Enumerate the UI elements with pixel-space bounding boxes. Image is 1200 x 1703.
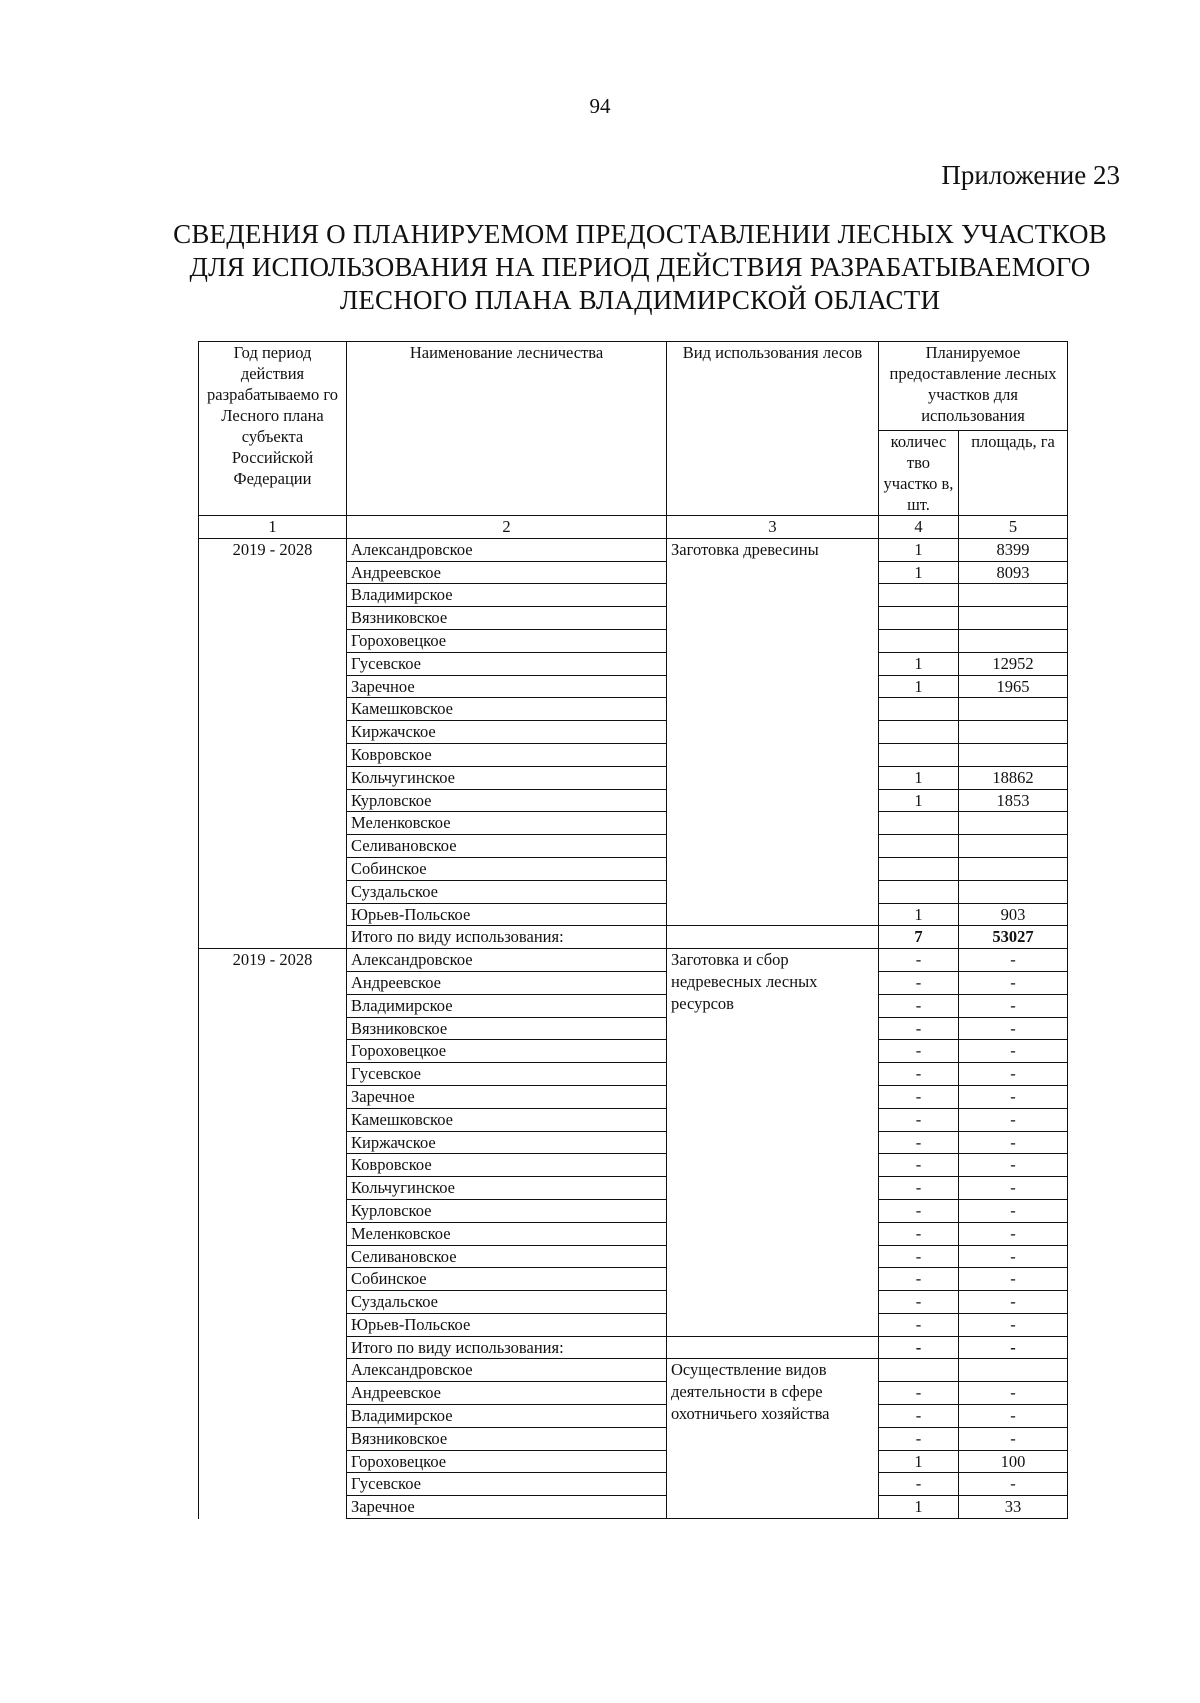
year-period-cell [199, 1313, 347, 1336]
table-row [199, 629, 1068, 652]
area-ha-cell: - [959, 1199, 1068, 1222]
table-row [199, 1382, 1068, 1405]
forestry-name-cell: Андреевское [347, 1382, 667, 1405]
year-period-cell [199, 835, 347, 858]
year-period-cell [199, 1450, 347, 1473]
plot-count-cell: - [879, 1291, 959, 1314]
year-period-cell [199, 1063, 347, 1086]
area-ha-cell: - [959, 1108, 1068, 1131]
table-row [199, 675, 1068, 698]
forestry-name-cell: Заречное [347, 1496, 667, 1519]
column-number: 5 [959, 516, 1068, 539]
year-period-cell [199, 1177, 347, 1200]
forestry-name-cell: Вязниковское [347, 1017, 667, 1040]
area-ha-cell: 8093 [959, 561, 1068, 584]
use-type-cell [667, 1359, 879, 1424]
area-ha-cell: - [959, 1131, 1068, 1154]
area-ha-cell: 12952 [959, 652, 1068, 675]
use-type-cell [667, 812, 879, 835]
plot-count-cell: 7 [879, 926, 959, 949]
area-ha-cell [959, 1359, 1068, 1382]
plot-count-cell [879, 721, 959, 744]
column-number: 2 [347, 516, 667, 539]
plot-count-cell: - [879, 1427, 959, 1450]
area-ha-cell [959, 857, 1068, 880]
table-row [199, 1040, 1068, 1063]
plot-count-cell: 1 [879, 561, 959, 584]
area-ha-cell: - [959, 1405, 1068, 1428]
forestry-name-cell: Гороховецкое [347, 1450, 667, 1473]
use-type-cell [667, 1108, 879, 1131]
use-type-cell [667, 1450, 879, 1473]
area-ha-cell [959, 721, 1068, 744]
header-area-ha: площадь, га [959, 431, 1068, 516]
plot-count-cell: 1 [879, 675, 959, 698]
year-period-cell [199, 789, 347, 812]
area-ha-cell: - [959, 1222, 1068, 1245]
forestry-name-cell: Юрьев-Польское [347, 903, 667, 926]
table-row [199, 1450, 1068, 1473]
plot-count-cell: - [879, 1017, 959, 1040]
use-type-cell [667, 1336, 879, 1359]
area-ha-cell [959, 743, 1068, 766]
use-type-cell [667, 1154, 879, 1177]
use-type-cell [667, 1313, 879, 1336]
use-type-cell [667, 835, 879, 858]
plot-count-cell [879, 743, 959, 766]
table-row [199, 561, 1068, 584]
plot-count-cell: - [879, 1199, 959, 1222]
forest-plots-table [198, 341, 1068, 1519]
plot-count-cell: - [879, 1313, 959, 1336]
area-ha-cell: - [959, 1063, 1068, 1086]
document-title [160, 218, 1120, 317]
year-period-cell [199, 1131, 347, 1154]
area-ha-cell [959, 629, 1068, 652]
area-ha-cell: 18862 [959, 766, 1068, 789]
total-row [199, 926, 1068, 949]
year-period-cell [199, 1199, 347, 1222]
use-type-cell [667, 538, 879, 561]
use-type-cell [667, 903, 879, 926]
area-ha-cell: 100 [959, 1450, 1068, 1473]
use-type-text: Заготовка древесины [671, 539, 819, 559]
column-number: 3 [667, 516, 879, 539]
table-row [199, 1199, 1068, 1222]
table-row [199, 652, 1068, 675]
use-type-cell [667, 561, 879, 584]
area-ha-cell [959, 835, 1068, 858]
table-row [199, 1313, 1068, 1336]
plot-count-cell: - [879, 1108, 959, 1131]
area-ha-cell: - [959, 1154, 1068, 1177]
year-period-cell [199, 880, 347, 903]
use-type-cell [667, 743, 879, 766]
forestry-name-cell: Суздальское [347, 880, 667, 903]
year-period-cell [199, 1268, 347, 1291]
forestry-name-cell: Владимирское [347, 994, 667, 1017]
use-type-cell [667, 1017, 879, 1040]
plot-count-cell: - [879, 1131, 959, 1154]
year-period-cell [199, 652, 347, 675]
plot-count-cell: - [879, 994, 959, 1017]
forestry-name-cell: Гусевское [347, 652, 667, 675]
area-ha-cell: - [959, 1473, 1068, 1496]
area-ha-cell: - [959, 1336, 1068, 1359]
forestry-name-cell: Киржачское [347, 1131, 667, 1154]
forestry-name-cell: Заречное [347, 675, 667, 698]
table-row [199, 949, 1068, 972]
area-ha-cell: - [959, 1040, 1068, 1063]
forestry-name-cell: Собинское [347, 1268, 667, 1291]
plot-count-cell: - [879, 971, 959, 994]
forestry-name-cell: Ковровское [347, 1154, 667, 1177]
plot-count-cell: 1 [879, 766, 959, 789]
column-numbers-row [199, 516, 1068, 539]
area-ha-cell [959, 880, 1068, 903]
forestry-name-cell: Андреевское [347, 561, 667, 584]
forestry-name-cell: Александровское [347, 1359, 667, 1382]
year-period-cell: 2019 - 2028 [199, 949, 347, 972]
table-row [199, 1017, 1068, 1040]
year-period-cell [199, 1108, 347, 1131]
use-type-cell [667, 949, 879, 1013]
use-type-cell [667, 1473, 879, 1496]
use-type-cell [667, 607, 879, 630]
table-row [199, 1222, 1068, 1245]
year-period-cell [199, 1496, 347, 1519]
forestry-name-cell: Суздальское [347, 1291, 667, 1314]
plot-count-cell: - [879, 1040, 959, 1063]
header-planned-provision: Планируемое предоставление лесных участков для использования [879, 342, 1068, 431]
use-type-cell [667, 766, 879, 789]
column-number: 4 [879, 516, 959, 539]
page-number: 94 [589, 94, 611, 118]
use-type-cell [667, 1063, 879, 1086]
area-ha-cell: - [959, 1085, 1068, 1108]
year-period-cell [199, 698, 347, 721]
plot-count-cell [879, 857, 959, 880]
plot-count-cell: 1 [879, 652, 959, 675]
year-period-cell [199, 561, 347, 584]
area-ha-cell: 903 [959, 903, 1068, 926]
use-type-cell [667, 789, 879, 812]
plot-count-cell: - [879, 1154, 959, 1177]
area-ha-cell: - [959, 994, 1068, 1017]
area-ha-cell: - [959, 1382, 1068, 1405]
title-line: СВЕДЕНИЯ О ПЛАНИРУЕМОМ ПРЕДОСТАВЛЕНИИ ЛЕСНЫХ УЧАСТКОВ [173, 219, 1107, 249]
year-period-cell [199, 1154, 347, 1177]
plot-count-cell: 1 [879, 1496, 959, 1519]
year-period-cell [199, 812, 347, 835]
table-row [199, 1427, 1068, 1450]
table-row [199, 880, 1068, 903]
table-row [199, 1085, 1068, 1108]
year-period-cell [199, 607, 347, 630]
forestry-name-cell: Заречное [347, 1085, 667, 1108]
forestry-name-cell: Курловское [347, 1199, 667, 1222]
year-period-cell [199, 1291, 347, 1314]
use-type-cell [667, 1245, 879, 1268]
year-period-cell [199, 766, 347, 789]
use-type-cell [667, 1131, 879, 1154]
use-type-cell [667, 721, 879, 744]
forestry-name-cell: Александровское [347, 538, 667, 561]
area-ha-cell [959, 584, 1068, 607]
use-type-text: Заготовка и сбор недревесных лесных ресурсов [671, 950, 818, 1013]
table-row [199, 1405, 1068, 1428]
year-period-cell [199, 1473, 347, 1496]
header-forestry-name: Наименование лесничества [347, 342, 667, 516]
total-row [199, 1336, 1068, 1359]
table-row [199, 1359, 1068, 1382]
year-period-cell [199, 1085, 347, 1108]
area-ha-cell: - [959, 1427, 1068, 1450]
table-row [199, 698, 1068, 721]
title-line: ЛЕСНОГО ПЛАНА ВЛАДИМИРСКОЙ ОБЛАСТИ [339, 285, 941, 315]
use-type-cell [667, 629, 879, 652]
table-row [199, 721, 1068, 744]
year-period-cell [199, 743, 347, 766]
use-type-cell [667, 1291, 879, 1314]
year-period-cell [199, 1017, 347, 1040]
table-row [199, 789, 1068, 812]
plot-count-cell [879, 584, 959, 607]
forestry-name-cell: Андреевское [347, 971, 667, 994]
plot-count-cell: - [879, 1222, 959, 1245]
plot-count-cell: 1 [879, 538, 959, 561]
area-ha-cell: 1853 [959, 789, 1068, 812]
table-row [199, 584, 1068, 607]
plot-count-cell: - [879, 1405, 959, 1428]
table-row [199, 1496, 1068, 1519]
forestry-name-cell: Меленковское [347, 812, 667, 835]
table-row [199, 835, 1068, 858]
year-period-cell [199, 1382, 347, 1405]
plot-count-cell: 1 [879, 789, 959, 812]
use-type-cell [667, 1427, 879, 1450]
appendix-label: Приложение 23 [941, 160, 1120, 190]
year-period-cell: 2019 - 2028 [199, 538, 347, 561]
area-ha-cell: 1965 [959, 675, 1068, 698]
table-row [199, 1268, 1068, 1291]
year-period-cell [199, 675, 347, 698]
forestry-name-cell: Камешковское [347, 1108, 667, 1131]
column-number: 1 [199, 516, 347, 539]
year-period-cell [199, 1336, 347, 1359]
use-type-cell [667, 1040, 879, 1063]
forestry-name-cell: Киржачское [347, 721, 667, 744]
forestry-name-cell: Вязниковское [347, 1427, 667, 1450]
table-row [199, 1063, 1068, 1086]
year-period-cell [199, 926, 347, 949]
use-type-cell [667, 698, 879, 721]
area-ha-cell [959, 698, 1068, 721]
plot-count-cell: - [879, 1245, 959, 1268]
title-line: ДЛЯ ИСПОЛЬЗОВАНИЯ НА ПЕРИОД ДЕЙСТВИЯ РАЗРАБАТЫВАЕМОГО [189, 252, 1091, 282]
use-type-cell [667, 1268, 879, 1291]
plot-count-cell: - [879, 1382, 959, 1405]
forestry-name-cell: Собинское [347, 857, 667, 880]
year-period-cell [199, 971, 347, 994]
total-label: Итого по виду использования: [347, 926, 667, 949]
table-row [199, 1131, 1068, 1154]
year-period-cell [199, 1222, 347, 1245]
use-type-cell [667, 857, 879, 880]
plot-count-cell [879, 698, 959, 721]
forestry-name-cell: Селивановское [347, 1245, 667, 1268]
year-period-cell [199, 721, 347, 744]
plot-count-cell: - [879, 1336, 959, 1359]
plot-count-cell [879, 812, 959, 835]
forestry-name-cell: Владимирское [347, 584, 667, 607]
area-ha-cell: - [959, 1291, 1068, 1314]
year-period-cell [199, 629, 347, 652]
use-type-cell [667, 880, 879, 903]
table-row [199, 1177, 1068, 1200]
table-row [199, 1108, 1068, 1131]
plot-count-cell: - [879, 949, 959, 972]
use-type-cell [667, 652, 879, 675]
use-type-text: Осуществление видов деятельности в сфере охотничьего хозяйства [671, 1360, 830, 1424]
plot-count-cell [879, 629, 959, 652]
header-use-type: Вид использования лесов [667, 342, 879, 516]
area-ha-cell: - [959, 949, 1068, 972]
table-row [199, 857, 1068, 880]
plot-count-cell [879, 880, 959, 903]
area-ha-cell: - [959, 971, 1068, 994]
forestry-name-cell: Камешковское [347, 698, 667, 721]
plot-count-cell [879, 1359, 959, 1382]
plot-count-cell: - [879, 1268, 959, 1291]
forestry-name-cell: Гороховецкое [347, 629, 667, 652]
year-period-cell [199, 1427, 347, 1450]
header-plot-count: количес тво участко в, шт. [879, 431, 959, 516]
plot-count-cell: - [879, 1473, 959, 1496]
forestry-name-cell: Кольчугинское [347, 766, 667, 789]
plot-count-cell [879, 607, 959, 630]
table-row [199, 971, 1068, 994]
header-row [199, 342, 1068, 431]
use-type-cell [667, 1199, 879, 1222]
forestry-name-cell: Александровское [347, 949, 667, 972]
area-ha-cell: 8399 [959, 538, 1068, 561]
plot-count-cell: 1 [879, 1450, 959, 1473]
area-ha-cell [959, 812, 1068, 835]
use-type-cell [667, 1496, 879, 1519]
forestry-name-cell: Курловское [347, 789, 667, 812]
year-period-cell [199, 1245, 347, 1268]
forestry-name-cell: Меленковское [347, 1222, 667, 1245]
use-type-cell [667, 1222, 879, 1245]
forestry-name-cell: Юрьев-Польское [347, 1313, 667, 1336]
forestry-name-cell: Кольчугинское [347, 1177, 667, 1200]
year-period-cell [199, 1040, 347, 1063]
table-row [199, 903, 1068, 926]
header-year-period: Год период действия разрабатываемо го Лесного плана субъекта Российской Федерации [199, 342, 347, 516]
use-type-cell [667, 1177, 879, 1200]
forestry-name-cell: Гусевское [347, 1063, 667, 1086]
plot-count-cell: 1 [879, 903, 959, 926]
table-row [199, 812, 1068, 835]
year-period-cell [199, 994, 347, 1017]
table-row [199, 1473, 1068, 1496]
year-period-cell [199, 584, 347, 607]
forestry-name-cell: Селивановское [347, 835, 667, 858]
table-row [199, 743, 1068, 766]
forestry-name-cell: Вязниковское [347, 607, 667, 630]
plot-count-cell: - [879, 1177, 959, 1200]
forestry-name-cell: Гороховецкое [347, 1040, 667, 1063]
area-ha-cell: 33 [959, 1496, 1068, 1519]
table-row [199, 994, 1068, 1017]
area-ha-cell: - [959, 1313, 1068, 1336]
year-period-cell [199, 1359, 347, 1382]
plot-count-cell: - [879, 1085, 959, 1108]
forestry-name-cell: Владимирское [347, 1405, 667, 1428]
area-ha-cell [959, 607, 1068, 630]
use-type-cell [667, 1085, 879, 1108]
use-type-cell [667, 584, 879, 607]
year-period-cell [199, 903, 347, 926]
forestry-name-cell: Гусевское [347, 1473, 667, 1496]
use-type-cell [667, 926, 879, 949]
table-row [199, 538, 1068, 561]
plot-count-cell [879, 835, 959, 858]
year-period-cell [199, 857, 347, 880]
year-period-cell [199, 1405, 347, 1428]
table-row [199, 1291, 1068, 1314]
area-ha-cell: - [959, 1245, 1068, 1268]
use-type-cell [667, 675, 879, 698]
table-row [199, 1154, 1068, 1177]
area-ha-cell: - [959, 1177, 1068, 1200]
forestry-name-cell: Ковровское [347, 743, 667, 766]
table-row [199, 607, 1068, 630]
area-ha-cell: - [959, 1017, 1068, 1040]
area-ha-cell: 53027 [959, 926, 1068, 949]
area-ha-cell: - [959, 1268, 1068, 1291]
table-row [199, 766, 1068, 789]
table-row [199, 1245, 1068, 1268]
total-label: Итого по виду использования: [347, 1336, 667, 1359]
plot-count-cell: - [879, 1063, 959, 1086]
